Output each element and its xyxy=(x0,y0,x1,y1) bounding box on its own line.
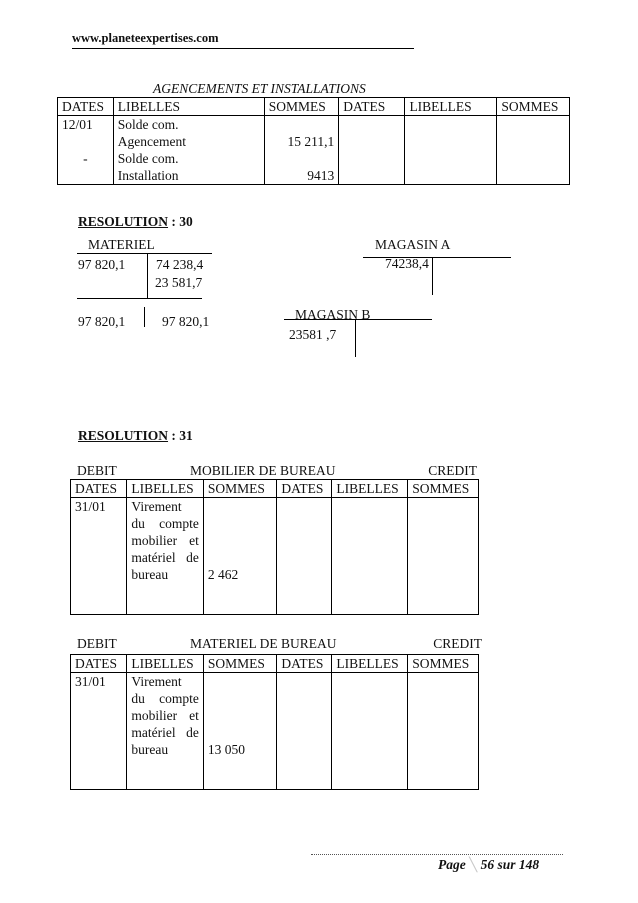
row-cell-empty xyxy=(277,498,332,615)
t-account-total-line xyxy=(77,298,202,299)
row-date: 31/01 xyxy=(71,673,127,790)
row-cell-empty xyxy=(332,498,408,615)
col-libelles: LIBELLES xyxy=(405,98,497,116)
materiel-debit: 97 820,1 xyxy=(78,257,126,272)
row-cell-sommes xyxy=(264,116,339,185)
t-account-top-line xyxy=(284,319,432,320)
col-dates: DATES xyxy=(58,98,114,116)
t-account-separator xyxy=(144,307,145,327)
row-date: - xyxy=(83,151,88,166)
row-libelle: Agencement xyxy=(117,134,186,149)
row-cell-empty xyxy=(497,116,570,185)
row-cell-dates xyxy=(58,116,114,185)
row-somme: 15 211,1 xyxy=(287,134,335,149)
table-row xyxy=(58,116,570,185)
t-account-separator xyxy=(147,253,148,299)
magasin-a-credit: 74238,4 xyxy=(385,256,429,271)
row-date: 31/01 xyxy=(71,498,127,615)
materiel-total-debit: 97 820,1 xyxy=(78,314,126,329)
col-dates: DATES xyxy=(71,480,127,498)
col-dates: DATES xyxy=(277,655,332,673)
row-libelle: Installation xyxy=(117,168,179,183)
col-libelles: LIBELLES xyxy=(127,480,203,498)
row-somme: 2 462 xyxy=(203,498,276,615)
debit-label: DEBIT xyxy=(77,463,117,478)
credit-label: CREDIT xyxy=(428,463,477,478)
site-url: www.planeteexpertises.com xyxy=(72,31,414,49)
col-sommes: SOMMES xyxy=(497,98,570,116)
debit-label: DEBIT xyxy=(77,636,117,651)
col-dates: DATES xyxy=(277,480,332,498)
col-sommes: SOMMES xyxy=(264,98,339,116)
footer-rule xyxy=(311,854,563,855)
materiel-account-title: MATERIEL xyxy=(88,237,155,252)
col-dates: DATES xyxy=(71,655,127,673)
col-sommes: SOMMES xyxy=(408,480,479,498)
materiel-credit: 74 238,4 xyxy=(156,257,204,272)
row-cell-empty xyxy=(277,673,332,790)
row-cell-empty xyxy=(339,116,405,185)
agencements-table xyxy=(57,97,570,185)
materiel-credit: 23 581,7 xyxy=(155,275,203,290)
row-cell-libelles xyxy=(113,116,264,185)
col-libelles: LIBELLES xyxy=(332,655,408,673)
page-count: 56 sur 148 xyxy=(480,857,540,872)
row-cell-empty xyxy=(408,673,479,790)
table-row xyxy=(71,673,479,790)
col-libelles: LIBELLES xyxy=(113,98,264,116)
resolution-30-heading: RESOLUTION : 30 xyxy=(78,214,193,229)
materiel-bureau-title: MATERIEL DE BUREAU xyxy=(190,636,337,651)
resolution-31-heading: RESOLUTION : 31 xyxy=(78,428,193,443)
row-libelle: Solde com. xyxy=(117,117,179,132)
mobilier-table xyxy=(70,479,479,615)
page-separator-icon: ╲ xyxy=(469,857,478,872)
magasin-a-title: MAGASIN A xyxy=(375,237,451,252)
materiel-bureau-table xyxy=(70,654,479,790)
row-libelle: Virement du compte mobilier et matériel de bureau xyxy=(127,673,203,790)
row-somme: 13 050 xyxy=(203,673,276,790)
magasin-b-debit: 23581 ,7 xyxy=(289,327,337,342)
t-account-top-line xyxy=(77,253,212,254)
magasin-b-title: MAGASIN B xyxy=(295,307,371,322)
col-libelles: LIBELLES xyxy=(332,480,408,498)
row-date: 12/01 xyxy=(62,117,93,132)
page-label: Page xyxy=(438,857,466,872)
row-cell-empty xyxy=(332,673,408,790)
row-libelle: Virement du compte mobilier et matériel de bureau xyxy=(127,498,203,615)
col-sommes: SOMMES xyxy=(203,655,276,673)
col-libelles: LIBELLES xyxy=(127,655,203,673)
col-sommes: SOMMES xyxy=(203,480,276,498)
table-header-row xyxy=(71,480,479,498)
table-row xyxy=(71,498,479,615)
table-header-row xyxy=(58,98,570,116)
table-header-row xyxy=(71,655,479,673)
row-cell-empty xyxy=(408,498,479,615)
row-cell-empty xyxy=(405,116,497,185)
col-dates: DATES xyxy=(339,98,405,116)
page-number xyxy=(438,857,539,873)
col-sommes: SOMMES xyxy=(408,655,479,673)
row-libelle: Solde com. xyxy=(117,151,179,166)
t-account-separator xyxy=(432,257,433,295)
agencements-title: AGENCEMENTS ET INSTALLATIONS xyxy=(153,81,366,96)
row-somme: 9413 xyxy=(307,168,335,183)
materiel-total-credit: 97 820,1 xyxy=(162,314,210,329)
t-account-separator xyxy=(355,319,356,357)
credit-label: CREDIT xyxy=(433,636,482,651)
mobilier-title: MOBILIER DE BUREAU xyxy=(190,463,336,478)
